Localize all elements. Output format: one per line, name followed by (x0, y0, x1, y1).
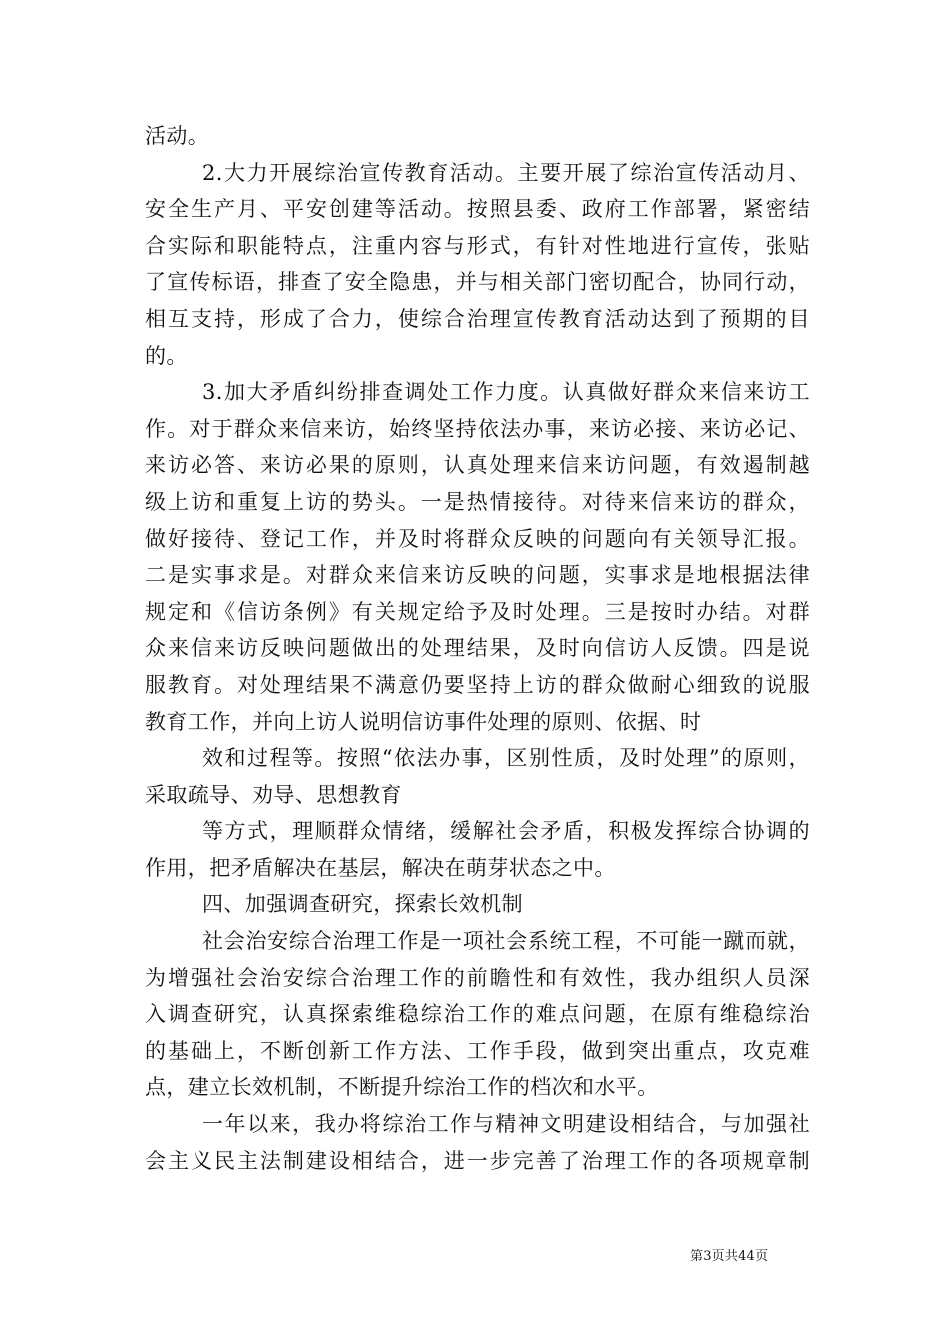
text-line: 采取疏导、劝导、思想教育 (145, 782, 402, 807)
text-line: 活动。 (145, 124, 210, 148)
text-line: 2.大力开展综治宣传教育活动。主要开展了综治宣传活动月、 (202, 160, 810, 185)
text-line: 合实际和职能特点，注重内容与形式，有针对性地进行宣传，张贴 (145, 233, 810, 258)
text-line: 安全生产月、平安创建等活动。按照县委、政府工作部署，紧密结 (145, 197, 810, 222)
text-line: 众来信来访反映问题做出的处理结果，及时向信访人反馈。四是说 (145, 636, 810, 661)
text-line: 入调查研究，认真探索维稳综治工作的难点问题，在原有维稳综治 (145, 1002, 810, 1027)
text-line: 了宣传标语，排查了安全隐患，并与相关部门密切配合，协同行动， (145, 270, 810, 295)
page-footer: 第3页共44页 (690, 1249, 769, 1264)
text-line: 为增强社会治安综合治理工作的前瞻性和有效性，我办组织人员深 (145, 965, 810, 990)
text-line: 作用，把矛盾解决在基层，解决在萌芽状态之中。 (145, 855, 616, 880)
text-line: 的基础上，不断创新工作方法、工作手段，做到突出重点，攻克难 (145, 1038, 810, 1063)
text-line: 一年以来，我办将综治工作与精神文明建设相结合，与加强社 (202, 1112, 810, 1137)
text-line: 社会治安综合治理工作是一项社会系统工程，不可能一蹴而就， (202, 929, 810, 954)
text-line: 教育工作，并向上访人说明信访事件处理的原则、依据、时 (145, 709, 702, 734)
text-line: 点，建立长效机制，不断提升综治工作的档次和水平。 (145, 1075, 659, 1100)
body-text (145, 118, 810, 1179)
text-line: 规定和《信访条例》有关规定给予及时处理。三是按时办结。对群 (145, 599, 810, 624)
text-line: 的。 (145, 343, 188, 368)
text-line: 服教育。对处理结果不满意仍要坚持上访的群众做耐心细致的说服 (145, 672, 810, 697)
text-line: 会主义民主法制建设相结合，进一步完善了治理工作的各项规章制 (145, 1148, 810, 1173)
text-line: 四、加强调查研究，探索长效机制 (202, 892, 523, 917)
text-line: 级上访和重复上访的势头。一是热情接待。对待来信来访的群众， (145, 489, 810, 514)
text-line: 等方式，理顺群众情绪，缓解社会矛盾，积极发挥综合协调的 (202, 819, 810, 844)
text-line: 相互支持，形成了合力，使综合治理宣传教育活动达到了预期的目 (145, 306, 810, 331)
text-line: 二是实事求是。对群众来信来访反映的问题，实事求是地根据法律 (145, 563, 810, 588)
text-line: 3.加大矛盾纠纷排查调处工作力度。认真做好群众来信来访工 (202, 380, 810, 405)
text-line: 来访必答、来访必果的原则，认真处理来信来访问题，有效遏制越 (145, 453, 810, 478)
text-line: 效和过程等。按照“依法办事，区别性质，及时处理”的原则， (202, 746, 810, 771)
text-line: 作。对于群众来信来访，始终坚持依法办事，来访必接、来访必记、 (145, 416, 810, 441)
text-line: 做好接待、登记工作，并及时将群众反映的问题向有关领导汇报。 (145, 526, 810, 551)
